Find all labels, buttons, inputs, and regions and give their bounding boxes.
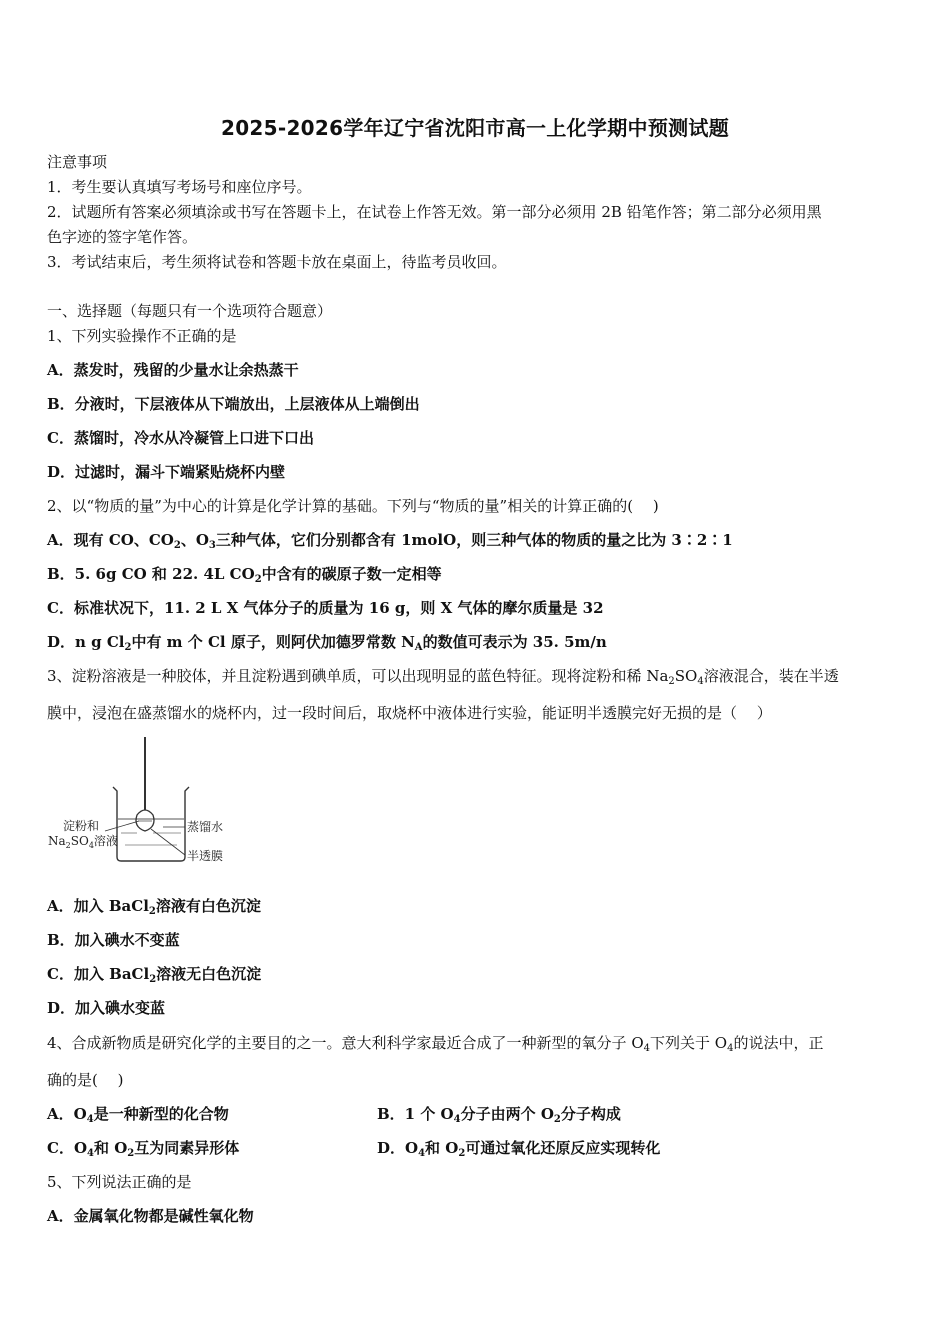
- beaker: [113, 787, 189, 861]
- q4-options-row-1: [47, 1104, 907, 1130]
- q1-option-d: D．过滤时，漏斗下端紧贴烧杯内壁: [47, 463, 286, 481]
- notice-item-2-cont: 色字迹的签字笔作答。: [47, 228, 198, 246]
- label-membrane: 半透膜: [187, 849, 224, 863]
- q2-option-b: B．5. 6g CO 和 22. 4L $CO_2$中含有的碳原子数一定相等: [47, 565, 442, 585]
- q5-stem: 5、下列说法正确的是: [47, 1173, 192, 1191]
- q1-option-a: A．蒸发时，残留的少量水让余热蒸干: [47, 361, 299, 379]
- q1-stem: 1、下列实验操作不正确的是: [47, 327, 237, 345]
- section-heading: 一、选择题（每题只有一个选项符合题意）: [47, 302, 333, 320]
- membrane-bag: [136, 810, 154, 831]
- q4-option-b: B．1 个 $O_4$分子由两个 $O_2$分子构成: [377, 1105, 621, 1125]
- leader-left: [105, 821, 139, 831]
- q2-option-d: D．n g $Cl_2$中有 m 个 Cl 原子，则阿伏加德罗常数 $N_A$的数值可表示为 35. 5m/n: [47, 633, 607, 653]
- q4-stem-line1: 4、合成新物质是研究化学的主要目的之一。意大利科学家最近合成了一种新型的氧分子 $O_4$下列关于 $O_4$的说法中，正: [47, 1034, 824, 1054]
- q2-stem: 2、以“物质的量”为中心的计算是化学计算的基础。下列与“物质的量”相关的计算正确的( ): [47, 497, 659, 515]
- label-starch: 淀粉和: [63, 819, 100, 833]
- q3-stem-line2: 膜中，浸泡在盛蒸馏水的烧杯内，过一段时间后，取烧杯中液体进行实验，能证明半透膜完好无损的是（ ）: [47, 704, 772, 722]
- q4-option-c: C．$O_4$和 $O_2$互为同素异形体: [47, 1139, 240, 1159]
- label-distilled-water: 蒸馏水: [187, 820, 224, 834]
- q4-option-a: A．$O_4$是一种新型的化合物: [47, 1105, 229, 1125]
- q3-stem-line1: 3、淀粉溶液是一种胶体，并且淀粉遇到碘单质，可以出现明显的蓝色特征。现将淀粉和稀 $Na_2SO_4$溶液混合，装在半透: [47, 667, 839, 687]
- q3-option-b: B．加入碘水不变蓝: [47, 931, 180, 949]
- q2-option-a: A．现有 CO、$CO_2$、$O_3$三种气体，它们分别都含有 1molO，则三种气体的物质的量之比为 3∶2∶1: [47, 531, 733, 551]
- q3-option-c: C．加入 BaCl$_2$溶液无白色沉淀: [47, 965, 262, 985]
- q4-stem-line2: 确的是( ): [47, 1071, 124, 1089]
- q1-option-c: C．蒸馏时，冷水从冷凝管上口进下口出: [47, 429, 314, 447]
- q4-options-row-2: [47, 1138, 907, 1164]
- dialysis-beaker-figure: [45, 735, 235, 870]
- notice-item-1: 1．考生要认真填写考场号和座位序号。: [47, 178, 312, 196]
- q4-option-d: D．$O_4$和 $O_2$可通过氧化还原反应实现转化: [377, 1139, 661, 1159]
- notice-item-3: 3．考试结束后，考生须将试卷和答题卡放在桌面上，待监考员收回。: [47, 253, 507, 271]
- label-na2so4: $Na_2SO_4$溶液: [48, 834, 118, 850]
- q2-option-c: C．标准状况下，11. 2 L X 气体分子的质量为 16 g，则 X 气体的摩尔质量是 32: [47, 599, 604, 617]
- q3-option-d: D．加入碘水变蓝: [47, 999, 166, 1017]
- notice-item-2: 2．试题所有答案必须填涂或书写在答题卡上，在试卷上作答无效。第一部分必须用 2B 铅笔作答；第二部分必须用黑: [47, 203, 822, 221]
- q1-option-b: B．分液时，下层液体从下端放出，上层液体从上端倒出: [47, 395, 420, 413]
- notice-heading: 注意事项: [47, 153, 108, 171]
- q3-option-a: A．加入 BaCl$_2$溶液有白色沉淀: [47, 897, 261, 917]
- page-title: 2025-2026学年辽宁省沈阳市高一上化学期中预测试题: [220, 116, 730, 140]
- q5-option-a: A．金属氧化物都是碱性氧化物: [47, 1207, 254, 1225]
